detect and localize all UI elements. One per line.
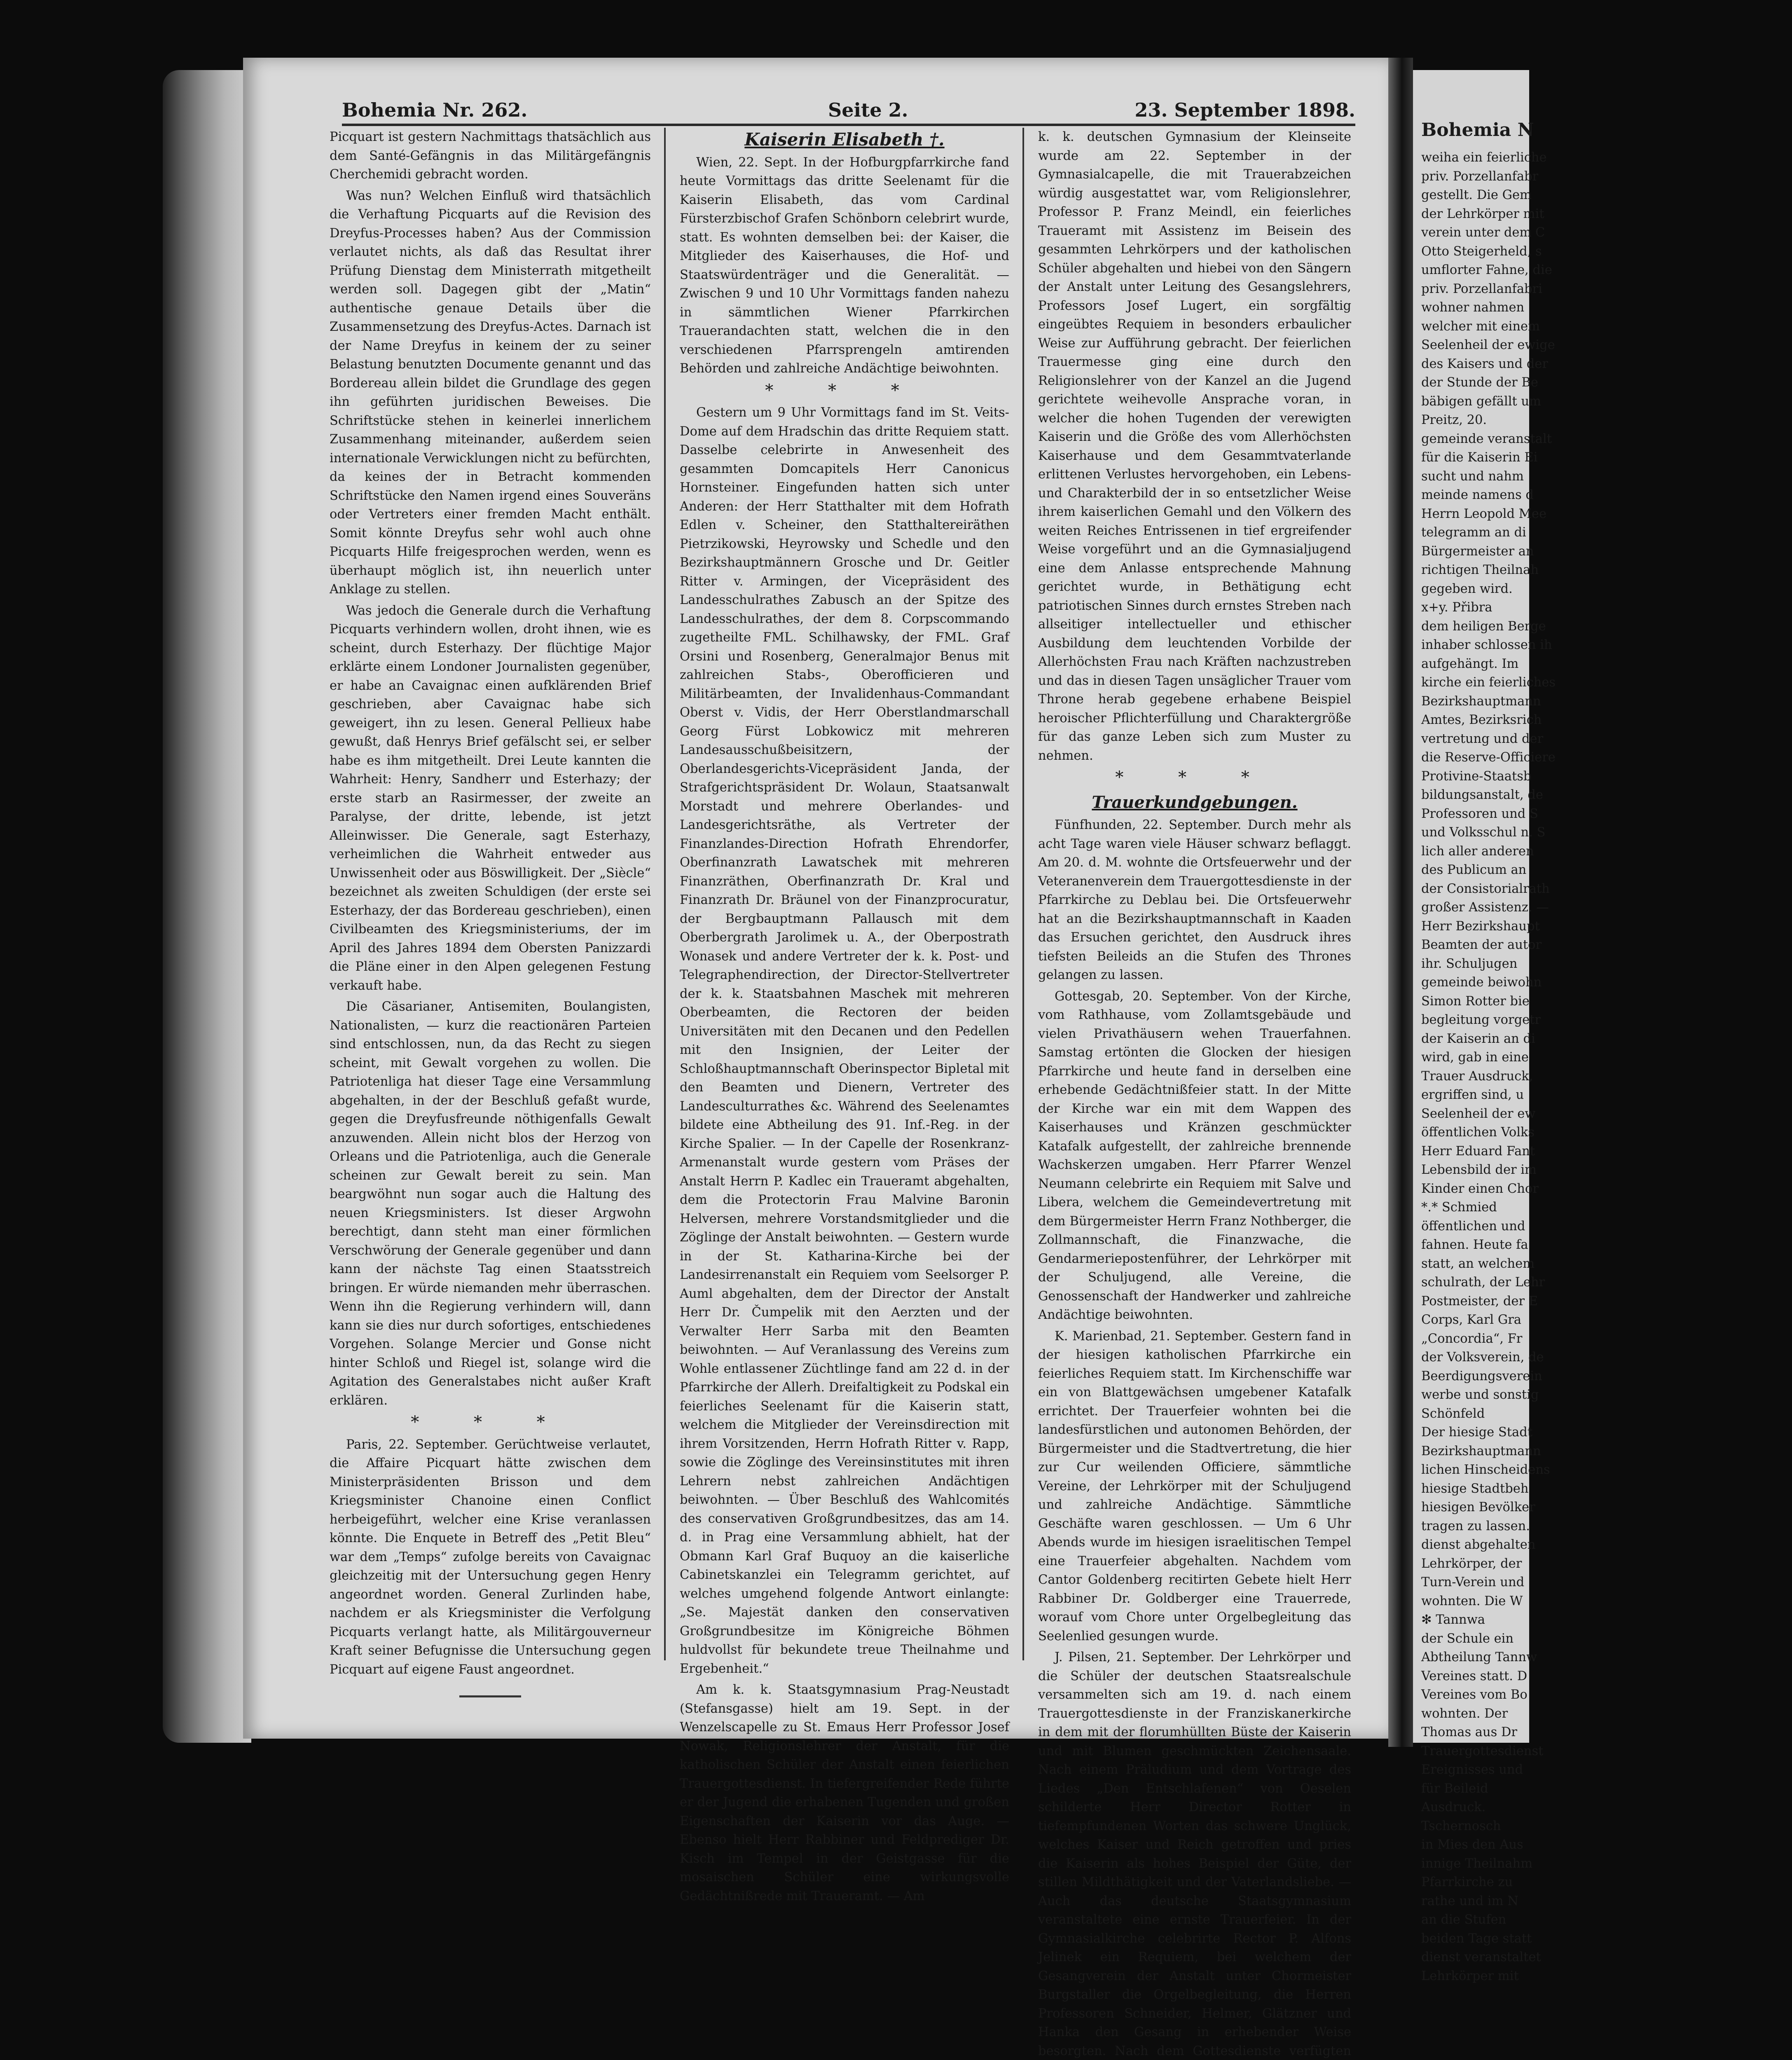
adjacent-page-line: für Beileid	[1421, 1781, 1488, 1796]
adjacent-page-line: *.* Schmied	[1421, 1200, 1497, 1215]
article-paragraph: Picquart ist gestern Nachmittags thatsächlich aus dem Santé-Gefängnis in das Militärgefängnis Cherchemidi gebracht worden.	[330, 130, 651, 182]
adjacent-page-line: Turn-Verein und	[1421, 1575, 1525, 1589]
adjacent-page-line: dienst veranstaltet	[1421, 1950, 1541, 1964]
adjacent-page-line: gegeben wird.	[1421, 581, 1513, 596]
adjacent-page-line: Seelenheil der ew	[1421, 1106, 1536, 1121]
adjacent-page-line: und Volksschul n. S	[1421, 825, 1546, 840]
article-paragraph: Was nun? Welchen Einfluß wird thatsächlich die Verhaftung Picquarts auf die Revision des Dreyfus-Processes haben? Aus der Commission verlautet nichts, als daß das Resultat ihrer Prüfung Dienstag dem Ministerrath mitgetheilt werden soll. Dagegen gibt der „Matin“ authentische genaue Details über die Zusammensetzung des Dreyfus-Actes. Darnach ist der Name Dreyfus in keinem der zu seiner Belastung benutzten Documente genannt und das Bordereau allein bildet die Grundlage des gegen ihn geführten juridischen Beweises. Die Schriftstücke stehen in keinerlei innerlichem Zusammenhang miteinander, außerdem seien internationale Verwicklungen nicht zu befürchten, da keines der in Betracht kommenden Schriftstücke den Namen irgend eines Souveräns oder Vertreters einer fremden Macht enthält. Somit könnte Dreyfus sehr wohl auch ohne Picquarts Hilfe freigesprochen werden, wenn es überhaupt möglich ist, ihn neuerlich unter Anklage zu stellen.	[330, 188, 651, 597]
adjacent-page-line: Ereignisses und	[1421, 1763, 1523, 1777]
adjacent-page-line: meinde namens d	[1421, 488, 1534, 502]
adjacent-page-line: Herr Bezirkshaupt	[1421, 919, 1540, 934]
adjacent-page-line: Lebensbild der im	[1421, 1163, 1537, 1177]
article-paragraph: Gestern um 9 Uhr Vormittags fand im St. Veits-Dome auf dem Hradschin das dritte Requiem statt. Dasselbe celebrirte in Anwesenheit des gesammten Domcapitels Herr Canonicus Hornsteiner. Eingefunden hatten sich unter Anderen: der Herr Statthalter mit dem Hofrath Edlen v. Scheiner, den Statthaltereiräthen Pietrzikowski, Heyrowsky und Schedle und den Bezirkshauptmännern Grosche und Dr. Geitler Ritter v. Armingen, der Vicepräsident des Landesschulrathes Zabusch an der Spitze des Landesschulrathes, der dem 8. Corpscommando zugetheilte FML. Schilhawsky, der FML. Graf Orsini und Rosenberg, Generalmajor Benus mit zahlreichen Stabs-, Oberofficieren und Militärbeamten, der Invalidenhaus-Commandant Oberst v. Vidis, der Herr Oberstlandmarschall Georg Fürst Lobkowicz mit mehreren Landesausschußbeisitzern, der Oberlandesgerichts-Vicepräsident Janda, der Strafgerichtspräsident Dr. Wolaun, Staatsanwalt Morstadt und mehrere Oberlandes- und Landesgerichtsräthe, als Vertreter der Finanzlandes-Direction Hofrath Ehrendorfer, Oberfinanzrath Lawatschek mit mehreren Finanzräthen, Oberfinanzrath Dr. Kral und Finanzrath Dr. Bräunel von der Finanzprocuratur, der Bergbauptmann Pallausch mit dem Oberbergrath Jarolimek u. A., der Oberpostrath Wonasek und andere Vertreter der k. k. Post- und Telegraphendirection, der Director-Stellvertreter der k. k. Staatsbahnen Maschek mit mehreren Oberbeamten, die Rectoren der beiden Universitäten mit den Decanen und den Pedellen mit den Insignien, der Leiter der Schloßhauptmannschaft Oberinspector Bipletal mit den Beamten und Dienern, Vertreter des Landesculturrathes &c. Während des Seelenamtes bildete eine Abtheilung des 91. Inf.-Reg. in der Kirche Spalier. — In der Capelle der Rosenkranz-Armenanstalt wurde gestern vom Präses der Anstalt Herrn P. Kadlec ein Traueramt abgehalten, dem die Protectorin Frau Malvine Baronin Helversen, mehrere Vorstandsmitglieder und die Zöglinge der Anstalt beiwohnten. — Gestern wurde in der St. Katharina-Kirche bei der Landesirrenanstalt ein Requiem vom Seelsorger P. Auml abgehalten, dem der Director der Anstalt Herr Dr. Čumpelik mit den Aerzten und der Verwalter Herr Sarba mit den Beamten beiwohnten. — Auf Veranlassung des Vereins zum Wohle entlassener Züchtlinge fand am 22 d. in der Pfarrkirche der Allerh. Dreifaltigkeit zu Podskal ein feierliches Seelenamt für die Kaiserin statt, welchem die Mitglieder der Vereinsdirection mit ihrem Vorsitzenden, Herrn Hofrath Ritter v. Rapp, sowie die Zöglinge des Vereinsinstitutes mit ihren Lehrern nebst zahlreichen Andächtigen beiwohnten. — Über Beschluß des Wahlcomités des conservativen Großgrundbesitzes, das am 14. d. in Prag eine Versammlung abhielt, hat der Obmann Karl Graf Buquoy an die kaiserliche Cabinetskanzlei ein Telegramm gerichtet, auf welches umgehend folgende Antwort einlangte: „Se. Majestät danken den conservativen Großgrundbesitze im Königreiche Böhmen huldvollst für bekundete treue Theilnahme und Ergebenheit.“	[680, 405, 1009, 1676]
adjacent-page-line: der Kaiserin an di	[1421, 1031, 1535, 1046]
adjacent-page-line: rathe und im N	[1421, 1894, 1518, 1908]
adjacent-page-line: weiha ein feierliche	[1421, 150, 1547, 165]
adjacent-page-text	[1421, 148, 1792, 1985]
adjacent-page-line: hiesigen Bevölker	[1421, 1500, 1535, 1515]
adjacent-page-line: werbe und sonstig	[1421, 1388, 1539, 1402]
adjacent-page-line: in Mies den Aus	[1421, 1838, 1523, 1852]
adjacent-page-line: ergriffen sind, u	[1421, 1088, 1524, 1102]
adjacent-page	[1413, 70, 1556, 1983]
adjacent-page-line: schulrath, der Lehr	[1421, 1275, 1545, 1290]
adjacent-page-line: lich aller anderen	[1421, 844, 1534, 859]
adjacent-page-line: verein unter dem C	[1421, 225, 1545, 240]
adjacent-page-line: großer Assistenz. —	[1421, 900, 1549, 915]
column-3	[1038, 128, 1351, 2058]
adjacent-page-line: vertretung und der	[1421, 731, 1544, 746]
article-paragraph: Die Cäsarianer, Antisemiten, Boulangisten, Nationalisten, — kurz die reactionären Parteien sind entschlossen, nun, da das Recht zu siegen scheint, mit Gewalt vorgehen zu wollen. Die Patriotenliga hat dieser Tage eine Versammlung abgehalten, in der der Beschluß gefaßt wurde, gegen die Dreyfusfreunde nöthigenfalls Gewalt anzuwenden. Allein nicht blos der Herzog von Orleans und die Patriotenliga, auch die Generale scheinen zur Gewalt bereit zu sein. Man beargwöhnt nun sogar auch die Haltung des neuen Kriegsministers. Ist dieser Argwohn berechtigt, dann steht man einer förmlichen Verschwörung der Generale gegenüber und dann kann der nächste Tag einen Staatsstreich bringen. Er würde niemanden mehr überraschen. Wenn ihn die Regierung verhindern will, dann kann sie dies nur durch sofortiges, entschiedenes Vorgehen. Solange Mercier und Gonse nicht hinter Schloß und Riegel ist, solange wird die Agitation des Generalstabes nicht außer Kraft erklären.	[330, 1000, 651, 1408]
masthead	[342, 99, 1355, 126]
adjacent-page-line: Otto Steigerheld, s	[1421, 244, 1542, 259]
adjacent-page-line: beiden Tage statt	[1421, 1931, 1532, 1946]
adjacent-page-line: Trauer Ausdruck,	[1421, 1069, 1533, 1084]
adjacent-page-line: Kinder einen Chor	[1421, 1181, 1539, 1196]
adjacent-page-line: priv. Porzellanfabri	[1421, 281, 1542, 296]
section-separator: * * *	[765, 381, 924, 400]
adjacent-page-line: der Lehrkörper mit	[1421, 206, 1544, 221]
article-paragraph: Wien, 22. Sept. In der Hofburgpfarrkirche fand heute Vormittags das dritte Seelenamt für die Kaiserin Elisabeth, das vom Cardinal Fürsterzbischof Grafen Schönborn celebrirt wurde, statt. Es wohnten demselben bei: der Kaiser, die Mitglieder des Kaiserhauses, die Hof- und Staatswürdenträger und die Generalität. — Zwischen 9 und 10 Uhr Vormittags fanden nahezu in sämmtlichen Wiener Pfarrkirchen Trauerandachten statt, welchen die in den verschiedenen Pfarrsprengeln amtirenden Behörden und zahlreiche Andächtige beiwohnten.	[680, 155, 1009, 376]
masthead-title: Bohemia Nr. 262.	[342, 99, 528, 121]
adjacent-page-line: inhaber schlossen ih	[1421, 638, 1552, 652]
adjacent-page-line: Vereines vom Bo	[1421, 1688, 1528, 1702]
adjacent-page-line: ihr. Schuljugen	[1421, 956, 1518, 971]
adjacent-page-line: Herr Eduard Fant	[1421, 1144, 1535, 1159]
adjacent-page-line: gemeinde veranstalt	[1421, 431, 1552, 446]
adjacent-page-line: Der hiesige Stadt	[1421, 1425, 1533, 1440]
adjacent-page-line: gemeinde beiwohn	[1421, 975, 1542, 990]
adjacent-page-line: bäbigen gefällt um	[1421, 394, 1541, 409]
adjacent-page-line: Professoren und S	[1421, 806, 1538, 821]
adjacent-page-line: öffentlichen und	[1421, 1219, 1525, 1234]
adjacent-page-line: gestellt. Die Gem	[1421, 188, 1532, 202]
adjacent-page-line: Lehrkörper mit	[1421, 1969, 1519, 1983]
adjacent-page-header: Bohemia N	[1421, 119, 1534, 140]
adjacent-page-line: Postmeister, der E	[1421, 1294, 1538, 1309]
adjacent-page-line: Bürgermeister an	[1421, 544, 1534, 559]
adjacent-page-line: innige Theilnahm	[1421, 1856, 1533, 1871]
adjacent-page-line: Lehrkörper, der	[1421, 1556, 1522, 1571]
adjacent-page-line: Herrn Leopold Mee	[1421, 506, 1547, 521]
adjacent-page-line: bildungsanstalt, de	[1421, 788, 1543, 802]
masthead-date: 23. September 1898.	[1135, 99, 1355, 121]
adjacent-page-line: x+y. Přibra	[1421, 600, 1493, 615]
adjacent-page-line: Schönfeld	[1421, 1406, 1485, 1421]
adjacent-page-line: Ausdruck.	[1421, 1800, 1486, 1814]
column-rule-2	[1022, 128, 1024, 1660]
adjacent-page-line: Pfarrkirche zu	[1421, 1875, 1513, 1889]
adjacent-page-line: dienst abgehalten	[1421, 1538, 1536, 1552]
report-paragraph: J. Pilsen, 21. September. Der Lehrkörper und die Schüler der deutschen Staatsrealschule versammelten sich am 19. d. nach einem Trauergottesdienste in der Franziskanerkirche in dem mit der florumhüllten Büste der Kaiserin und mit Blumen geschmückten Zeichensaale. Nach einem Präludium und dem Vortrage des Liedes „Den Entschlafenen“ von Oeselen schilderte Herr Director Rotter in tiefempfundenen Worten das schwere Unglück, welches Kaiser und Reich getroffen und pries die Kaiserin als hohes Beispiel der Güte, der stillen Mildthätigkeit und der Vaterlandsliebe. — Auch das deutsche Staatsgymnasium veranstaltete eine ernste Trauerfeier. In der Gymnasialkirche celebrirte Rector P. Alfons Jelinek ein Requiem, bei welchem der Gesangverein der Anstalt unter Chormeister Burgstaller die Orgelbegleitung, die Herren Professoren Schneider, Helmer, Glätzner und Hanka den Gesang in erhebender Weise besorgten. Nach dem Gottesdienste verfügten	[1038, 1650, 1351, 2058]
adjacent-page-line: Corps, Karl Gra	[1421, 1313, 1521, 1327]
adjacent-page-line: der Schule ein	[1421, 1631, 1514, 1646]
column-rule-1	[664, 128, 666, 1660]
adjacent-page-line: wohnten. Die W	[1421, 1594, 1523, 1608]
adjacent-page-line: der Consistorialrath	[1421, 881, 1550, 896]
adjacent-page-line: priv. Porzellanfabr	[1421, 169, 1539, 184]
article-paragraph: k. k. deutschen Gymnasium der Kleinseite wurde am 22. September in der Gymnasialcapelle, die mit Trauerabzeichen würdig ausgestattet war, vom Religionslehrer, Professor P. Franz Meindl, ein feierliches Traueramt mit Assistenz im Beisein des gesammten Lehrkörpers und der katholischen Schüler abgehalten und hiebei von den Sängern der Anstalt unter Leitung des Gesangslehrers, Professors Josef Lugert, ein sorgfältig eingeübtes Requiem in besonders erbaulicher Weise zur Aufführung gebracht. Der feierlichen Trauermesse ging eine durch den Religionslehrer von der Kanzel an die Jugend gerichtete weihevolle Ansprache voran, in welcher die hohen Tugenden der verewigten Kaiserin und die Größe des vom Allerhöchsten Kaiserhause und dem Gesammtvaterlande erlittenen Verlustes hervorgehoben, ein Lebens- und Charakterbild der in so entsetzlicher Weise ihrem kaiserlichen Gemahl und den Völkern des weiten Reiches Entrissenen in tief ergreifender Weise vorgeführt und an die Gymnasialjugend eine dem Anlasse entsprechende Mahnung gerichtet wurde, in Bethätigung echt patriotischen Sinnes durch ernstes Streben nach allseitiger intellectueller und ethischer Ausbildung dem leuchtenden Vorbilde der Allerhöchsten Frau nach Kräften nachzustreben und das in diesen Tagen unsäglicher Trauer vom Throne herab gegebene erhabene Beispiel heroischer Pflichterfüllung und Charaktergröße für das ganze Leben sich zum Muster zu nehmen.	[1038, 130, 1351, 763]
adjacent-page-line: Thomas aus Dr	[1421, 1725, 1518, 1739]
adjacent-page-line: Protivine-Staatsb	[1421, 769, 1532, 784]
adjacent-page-line: aufgehängt. Im	[1421, 656, 1519, 671]
adjacent-page-line: für die Kaiserin Ei	[1421, 450, 1538, 465]
section-subheading: Trauerkundgebungen.	[1092, 792, 1298, 812]
book-page-edges	[163, 70, 251, 1743]
adjacent-page-line: Beamten der autor	[1421, 938, 1542, 952]
adjacent-page-line: der Stunde der Be	[1421, 375, 1538, 390]
adjacent-page-line: telegramm an di	[1421, 525, 1526, 540]
adjacent-page-line: fahnen. Heute fa	[1421, 1238, 1528, 1252]
adjacent-page-line: an die Stufen	[1421, 1913, 1507, 1927]
adjacent-page-line: der Volksverein, de	[1421, 1350, 1544, 1365]
adjacent-page-line: Bezirkshauptmann	[1421, 694, 1541, 709]
adjacent-page-line: Amtes, Bezirksrich	[1421, 713, 1542, 727]
adjacent-page-line: die Reserve-Officiere	[1421, 750, 1556, 765]
adjacent-page-line: öffentlichen Volks	[1421, 1125, 1535, 1140]
adjacent-page-line: Seelenheil der ewige	[1421, 338, 1555, 352]
adjacent-page-line: begleitung vorgetr	[1421, 1013, 1541, 1027]
adjacent-page-line: richtigen Theilnah	[1421, 563, 1539, 577]
adjacent-page-line: wohnten. Der	[1421, 1706, 1508, 1721]
adjacent-page-line: Trauergottesdienst	[1421, 1744, 1544, 1758]
report-paragraph: Fünfhunden, 22. September. Durch mehr als acht Tage waren viele Häuser schwarz beflaggt. Am 20. d. M. wohnte die Ortsfeuerwehr und der Veteranenverein dem Trauergottesdienste in der Pfarrkirche zu Deblau bei. Die Ortsfeuerwehr hat an die Bezirkshauptmannschaft in Kaaden das Ersuchen gerichtet, den Ausdruck ihres tiefsten Beileids an die Stufen des Thrones gelangen zu lassen.	[1038, 818, 1351, 982]
adjacent-page-line: des Publicum an	[1421, 863, 1527, 877]
adjacent-page-line: Preitz, 20.	[1421, 413, 1487, 427]
adjacent-page-line: dem heiligen Berge	[1421, 619, 1546, 634]
adjacent-page-line: welcher mit einem	[1421, 319, 1540, 334]
adjacent-page-line: Bezirkshauptmann	[1421, 1444, 1541, 1458]
report-paragraph: Gottesgab, 20. September. Von der Kirche, vom Rathhause, vom Zollamtsgebäude und vielen Privathäusern wehen Trauerfahnen. Samstag ertönten die Glocken der hiesigen Pfarrkirche und heute fand in derselben eine erhebende Gedächtnißfeier statt. In der Mitte der Kirche war ein mit dem Wappen des Kaiserhauses und Kränzen geschmückter Katafalk aufgestellt, der zahlreiche brennende Wachskerzen umgaben. Herr Pfarrer Wenzel Neumann celebrirte ein Requiem mit Salve und Libera, welchem die Gemeindevertretung mit dem Bürgermeister Herrn Franz Nothberger, die Zollmannschaft, die Finanzwache, die Gendarmeriepostenführer, der Lehrkörper mit der Schuljugend, alle Vereine, die Genossenschaft der Handwerker und zahlreiche Andächtige beiwohnten.	[1038, 989, 1351, 1322]
adjacent-page-line: ✻ Tannwa	[1421, 1613, 1485, 1627]
adjacent-page-line: lichen Hinscheidens	[1421, 1463, 1550, 1477]
adjacent-page-line: statt, an welchem	[1421, 1256, 1535, 1271]
adjacent-page-line: sucht und nahm	[1421, 469, 1524, 484]
binding-gutter	[1388, 58, 1413, 1747]
section-separator: * * *	[1115, 768, 1274, 787]
masthead-page-number: Seite 2.	[828, 99, 908, 121]
article-paragraph: Was jedoch die Generale durch die Verhaftung Picquarts verhindern wollen, droht ihnen, wie es scheint, durch Esterhazy. Der flüchtige Major erklärte einem Londoner Journalisten gegenüber, er habe an Cavaignac einen aufklärenden Brief geschrieben, aber Cavaignac habe sich geweigert, ihn zu lesen. General Pellieux habe gewußt, daß Henrys Brief gefälscht sei, er selber habe es ihm mitgetheilt. Drei Leute kannten die Wahrheit: Henry, Sandherr und Esterhazy; der erste starb an Rasirmesser, der zweite an Paralyse, der dritte, lebende, ist jetzt Alleinwisser. Die Generale, sagt Esterhazy, verheimlichen die Wahrheit entweder aus Unwissenheit oder aus Böswilligkeit. Der „Siècle“ bezeichnet als zweiten Schuldigen (der erste sei Esterhazy, der das Bordereau geschrieben), einen Civilbeamten des Kriegsministeriums, der im April des Jahres 1894 dem Obersten Panizzardi die Pläne einer in den Alpen gelegenen Festung verkauft habe.	[330, 603, 651, 993]
adjacent-page-line: „Concordia“, Fr	[1421, 1331, 1523, 1346]
section-separator: * * *	[411, 1413, 570, 1432]
adjacent-page-line: des Kaisers und der	[1421, 356, 1548, 371]
adjacent-page-line: hiesige Stadtbeh	[1421, 1481, 1529, 1496]
adjacent-page-line: tragen zu lassen.	[1421, 1519, 1530, 1533]
adjacent-page-line: umflorter Fahne, die	[1421, 263, 1552, 277]
report-paragraph: K. Marienbad, 21. September. Gestern fand in der hiesigen katholischen Pfarrkirche ein feierliches Requiem statt. Im Kirchenschiffe war ein von Blattgewächsen umgebener Katafalk errichtet. Der Trauerfeier wohnten bei die landesfürstlichen und autonomen Behörden, der Bürgermeister und die Stadtvertretung, die hier zur Cur weilenden Officiere, sämmtliche Vereine, der Lehrkörper mit der Schuljugend und zahlreiche Andächtige. Sämmtliche Geschäfte waren geschlossen. — Um 6 Uhr Abends wurde im hiesigen israelitischen Tempel eine Trauerfeier abgehalten. Nachdem vom Cantor Goldenberg recitirten Gebete hielt Herr Rabbiner Dr. Goldberger eine Trauerrede, worauf vom Chore unter Orgelbegleitung das Seelenlied gesungen wurde.	[1038, 1329, 1351, 1643]
column-1	[330, 128, 651, 1677]
adjacent-page-line: wird, gab in eine	[1421, 1050, 1529, 1065]
adjacent-page-line: Simon Rotter bie	[1421, 994, 1530, 1009]
article-paragraph: Paris, 22. September. Gerüchtweise verlautet, die Affaire Picquart hätte zwischen dem Ministerpräsidenten Brisson und dem Kriegsminister Chanoine einen Conflict herbeigeführt, welcher eine Krise veranlassen könnte. Die Enquete in Betreff des „Petit Bleu“ war dem „Temps“ zufolge bereits von Cavaignac gleichzeitig mit der Untersuchung gegen Henry angeordnet worden. General Zurlinden habe, nachdem er als Kriegsminister die Verfolgung Picquarts verlangt hatte, als Militärgouverneur Kraft seiner Befugnisse die Untersuchung gegen Picquart auf eigene Faust angeordnet.	[330, 1437, 651, 1677]
adjacent-page-line: Vereines statt. D	[1421, 1669, 1528, 1683]
article-heading: Kaiserin Elisabeth †.	[744, 129, 945, 150]
article-paragraph: Am k. k. Staatsgymnasium Prag-Neustadt (Stefansgasse) hielt am 19. Sept. in der Wenzelscapelle zu St. Emaus Herr Professor Josef Nowak, Religionslehrer der Anstalt, für die katholischen Schüler der Anstalt einen feierlichen Trauergottesdienst. In tiefergreifender Rede führte er der Jugend die erhabenen Tugenden und großen Eigenschaften der Kaiserin vor das Auge. — Ebenso hielt Herr Rabbiner und Feldprediger Dr. Kisch im Tempel in der Geistgasse für die mosaischen Schüler eine wirkungsvolle Gedächtnißrede mit Traueramt. — Am	[680, 1683, 1009, 1903]
adjacent-page-line: Tschernosch	[1421, 1819, 1501, 1833]
adjacent-page-line: kirche ein feierliches	[1421, 675, 1556, 690]
column-2	[680, 128, 1009, 1903]
adjacent-page-line: wohner nahmen	[1421, 300, 1525, 315]
adjacent-page-line: Abtheilung Tannw	[1421, 1650, 1537, 1664]
adjacent-page-line: Beerdigungsverein	[1421, 1369, 1542, 1383]
article-end-rule	[459, 1695, 521, 1697]
